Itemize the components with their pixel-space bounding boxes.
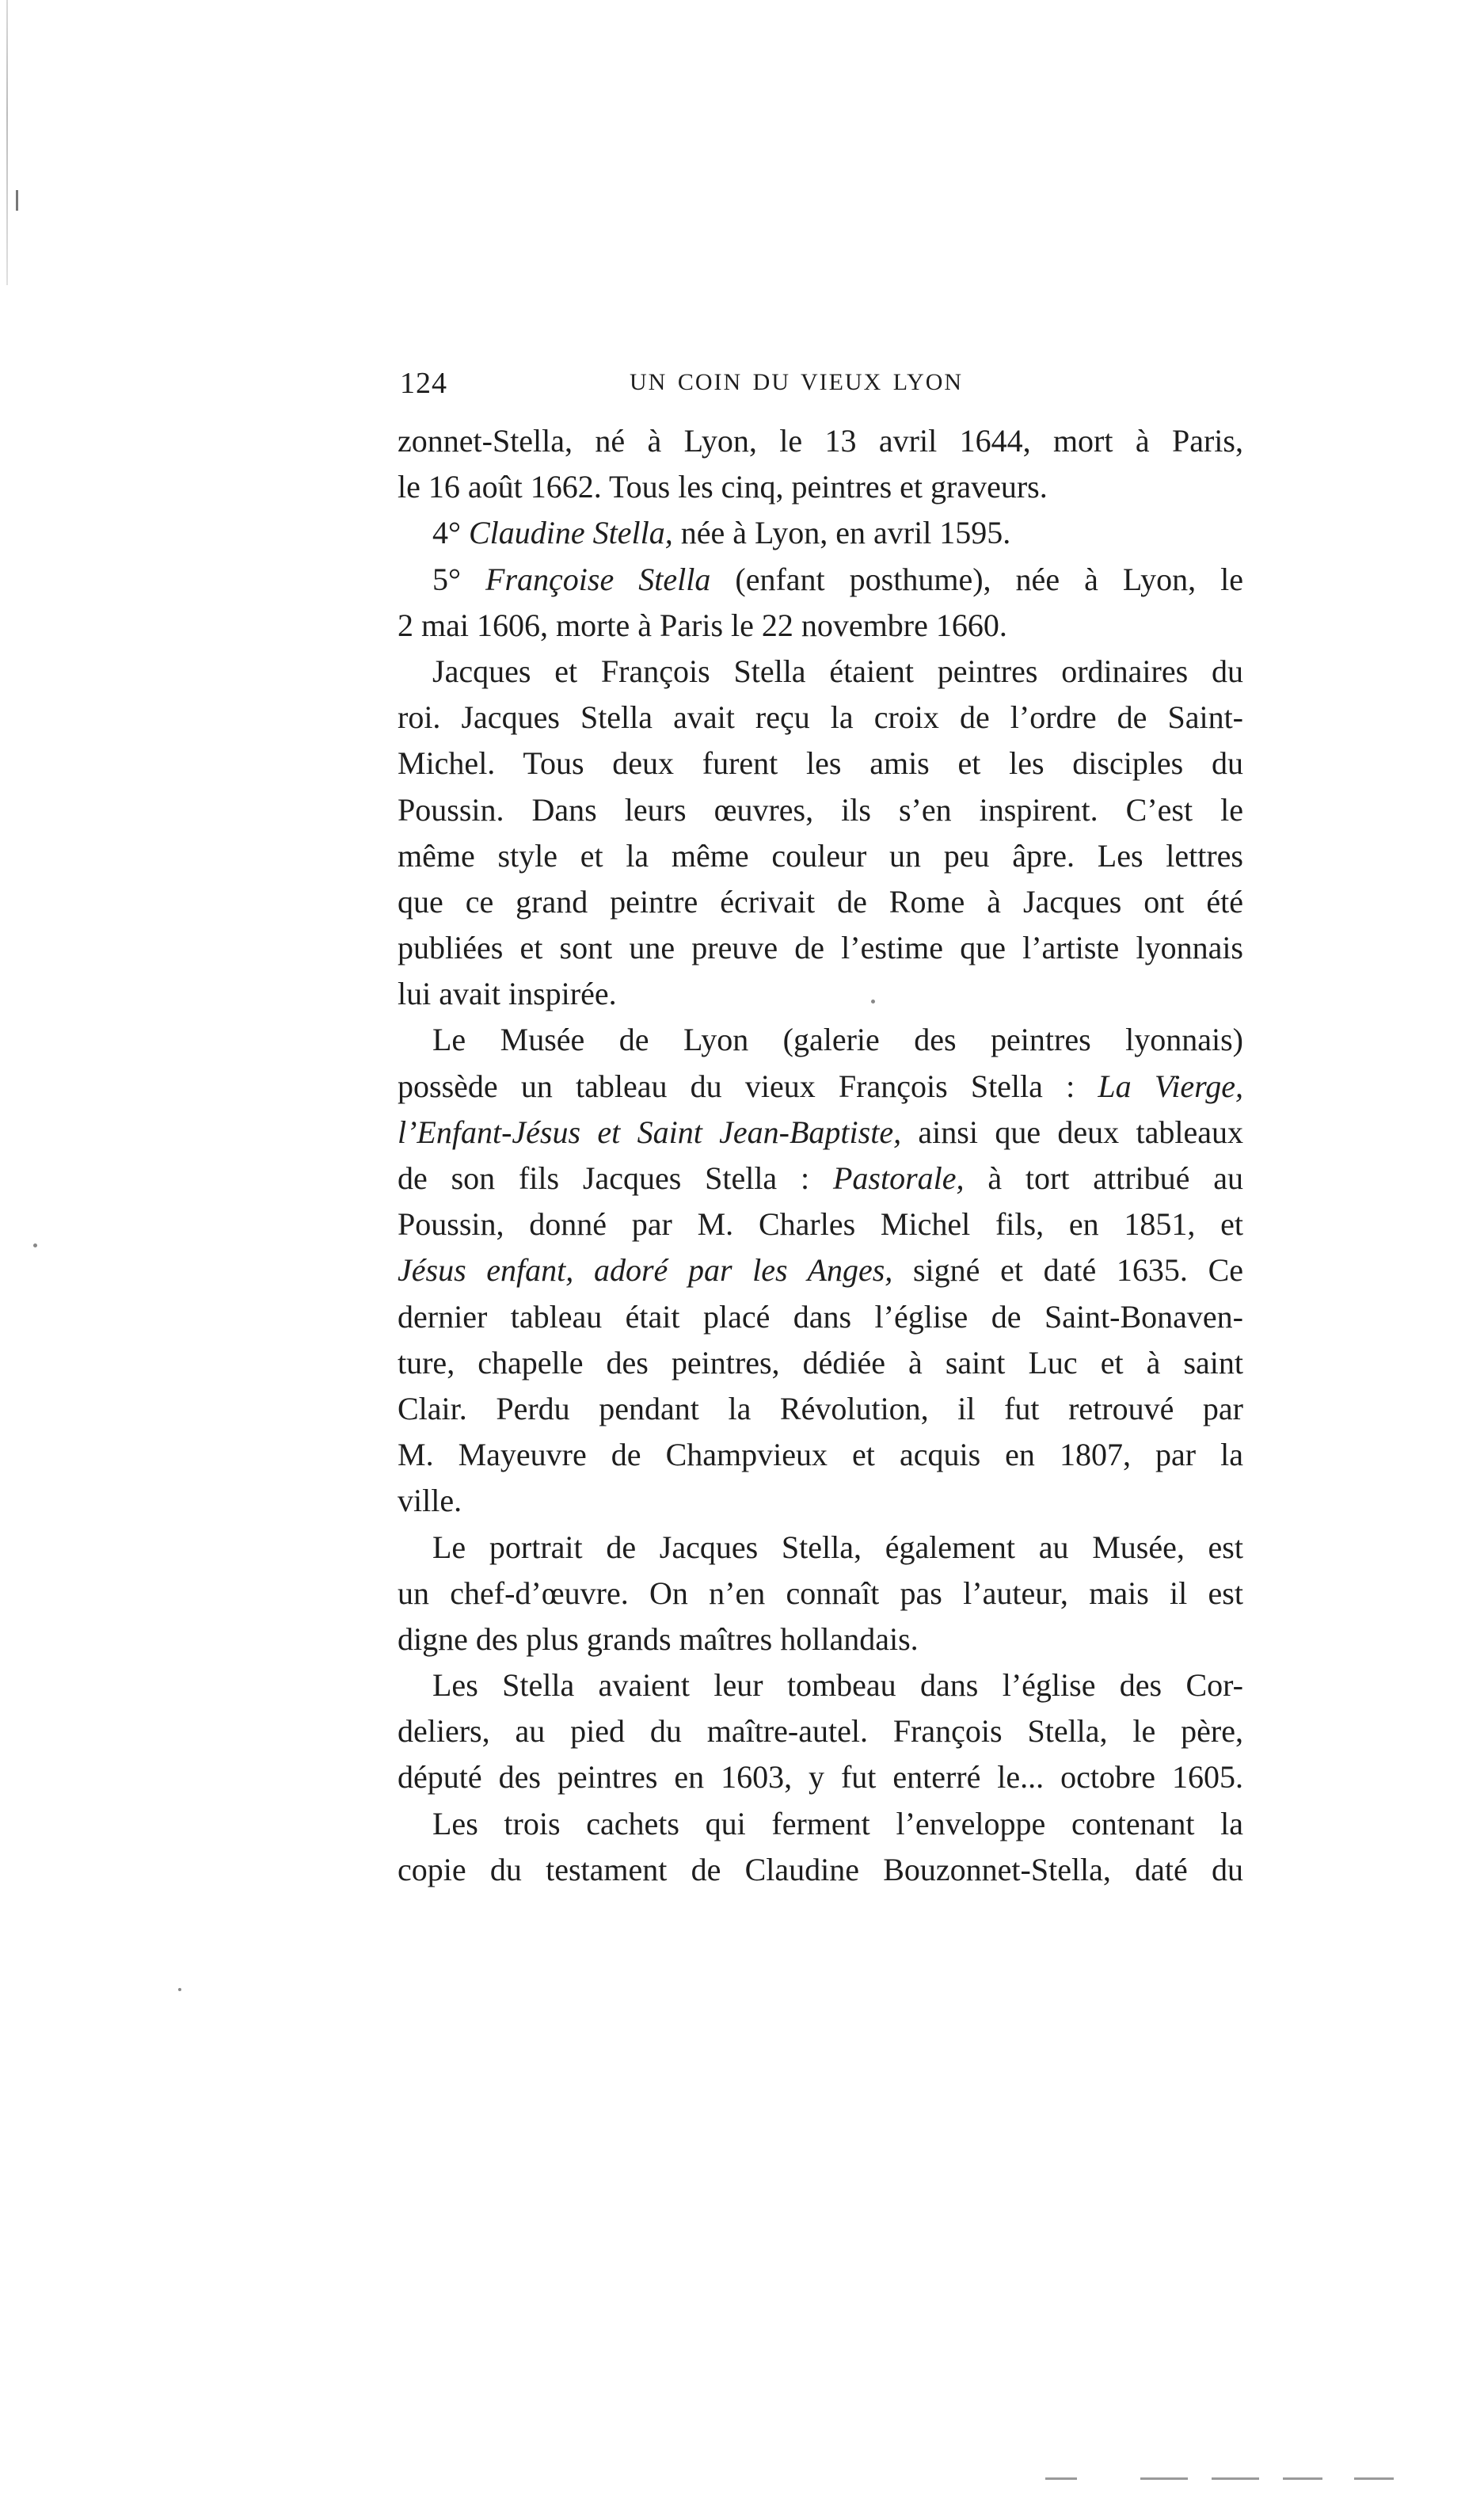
scan-speck [178,1988,181,1991]
text-line [398,418,1243,464]
line-text: 4° [432,515,469,551]
line-text: le 16 août 1662. Tous les cinq, peintres et graveurs. [398,469,1048,505]
text-line [398,1386,1243,1432]
line-text: Clair. Perdu pendant la Révolution, il fut retrouvé par [398,1390,1243,1426]
line-text: 5° [432,561,486,597]
text-line [398,1801,1243,1847]
scan-margin-mark [16,190,18,211]
line-text: ture, chapelle des peintres, dédiée à saint Luc et à saint [398,1344,1243,1380]
text-line [398,1340,1243,1386]
line-text: lui avait inspirée. [398,976,617,1012]
line-text: que ce grand peintre écrivait de Rome à Jacques ont été [398,883,1243,920]
text-line [398,741,1243,786]
page-number: 124 [400,367,447,400]
line-text: un chef-d’œuvre. On n’en connaît pas l’auteur, mais il est [398,1575,1243,1611]
line-text: ainsi que deux tableaux [901,1114,1243,1150]
line-text: deliers, au pied du maître-autel. François Stella, le père, [398,1713,1243,1750]
text-line [398,1708,1243,1754]
text-line [398,464,1243,510]
text-line [398,557,1243,603]
text-line [398,510,1243,556]
line-text: signé et daté 1635. Ce [892,1252,1243,1289]
text-line [398,1525,1243,1571]
text-line [398,1662,1243,1708]
scan-speck [871,1000,875,1003]
line-text: à tort attribué au [964,1160,1243,1196]
scan-margin-shadow [6,0,8,285]
text-line [398,1571,1243,1617]
text-line [398,1110,1243,1156]
text-line [398,925,1243,971]
line-text: copie du testament de Claudine Bouzonnet-Stella, daté du [398,1851,1243,1887]
line-text: roi. Jacques Stella avait reçu la croix de l’ordre de Saint- [398,699,1243,736]
italic-title-text: Claudine Stella, [469,515,673,551]
line-text: député des peintres en 1603, y fut enterré le... octobre 1605. [398,1759,1243,1796]
line-text: M. Mayeuvre de Champvieux et acquis en 1807, par la [398,1437,1243,1473]
italic-title-text: La Vierge, [1098,1068,1243,1104]
body-text [398,418,1243,1893]
line-text: même style et la même couleur un peu âpre. Les lettres [398,837,1243,874]
text-line [398,1754,1243,1800]
line-text: née à Lyon, en avril 1595. [672,515,1011,551]
scan-speck [33,1243,37,1247]
text-line [398,1017,1243,1063]
running-head [400,366,1239,406]
line-text: Jacques et François Stella étaient peintres ordinaires du [432,653,1243,689]
line-text: possède un tableau du vieux François Stella : [398,1068,1098,1104]
text-line [398,1156,1243,1201]
text-line [398,695,1243,741]
line-text: Poussin. Dans leurs œuvres, ils s’en inspirent. C’est le [398,791,1243,828]
running-title: UN COIN DU VIEUX LYON [630,369,964,395]
line-text: digne des plus grands maîtres hollandais. [398,1620,919,1657]
italic-title-text: Françoise Stella [485,561,711,597]
text-line [398,1064,1243,1110]
line-text: de son fils Jacques Stella : [398,1160,833,1196]
line-text: dernier tableau était placé dans l’église de Saint-Bonaven- [398,1298,1243,1335]
text-line [398,1294,1243,1340]
text-line [398,1247,1243,1293]
line-text: publiées et sont une preuve de l’estime que l’artiste lyonnais [398,930,1243,966]
text-line [398,971,1243,1017]
text-line [398,1478,1243,1524]
footer-rule-marks [1045,2477,1417,2482]
text-line [398,1617,1243,1662]
line-text: (enfant posthume), née à Lyon, le [710,561,1244,597]
line-text: Poussin, donné par M. Charles Michel fils, en 1851, et [398,1206,1243,1243]
italic-title-text: l’Enfant-Jésus et Saint Jean-Baptiste, [398,1114,902,1150]
text-line [398,1432,1243,1478]
line-text: Le portrait de Jacques Stella, également au Musée, est [432,1529,1243,1565]
line-text: zonnet-Stella, né à Lyon, le 13 avril 1644, mort à Paris, [398,423,1243,459]
text-line [398,879,1243,925]
text-line [398,1201,1243,1247]
text-line [398,833,1243,879]
italic-title-text: Jésus enfant, adoré par les Anges, [398,1252,893,1289]
line-text: Les Stella avaient leur tombeau dans l’église des Cor- [432,1667,1243,1704]
text-line [398,1847,1243,1893]
line-text: Michel. Tous deux furent les amis et les disciples du [398,745,1243,782]
text-line [398,603,1243,649]
line-text: Le Musée de Lyon (galerie des peintres lyonnais) [432,1022,1243,1058]
text-line [398,787,1243,833]
italic-title-text: Pastorale, [832,1160,965,1196]
line-text: ville. [398,1483,462,1519]
line-text: 2 mai 1606, morte à Paris le 22 novembre 1660. [398,607,1007,643]
text-line [398,649,1243,695]
line-text: Les trois cachets qui ferment l’enveloppe contenant la [432,1805,1243,1841]
